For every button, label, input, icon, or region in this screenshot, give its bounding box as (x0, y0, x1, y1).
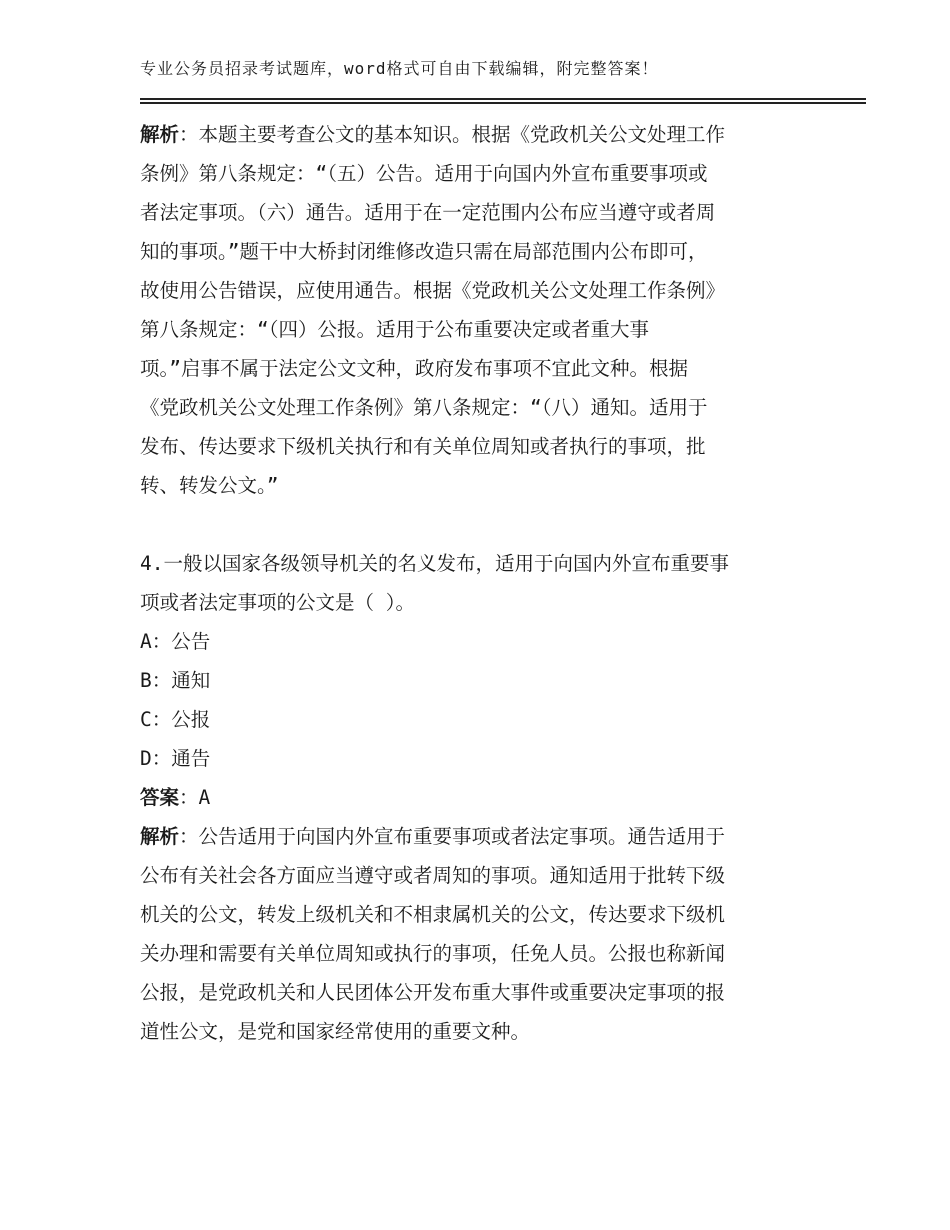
option-a: A：公告 (140, 630, 211, 653)
analysis-line: 发布、传达要求下级机关执行和有关单位周知或者执行的事项，批 (140, 435, 706, 458)
analysis-line: 机关的公文，转发上级机关和不相隶属机关的公文，传达要求下级机 (140, 903, 726, 926)
analysis-line: 条例》第八条规定：“（五）公告。适用于向国内外宣布重要事项或 (140, 162, 708, 185)
analysis-line: 解析：本题主要考查公文的基本知识。根据《党政机关公文处理工作 (140, 123, 726, 146)
analysis-line: 项。”启事不属于法定公文文种，政府发布事项不宜此文种。根据 (140, 357, 688, 380)
analysis-label: 解析 (140, 123, 180, 146)
answer-label: 答案 (140, 786, 180, 809)
analysis-line: 关办理和需要有关单位周知或执行的事项，任免人员。公报也称新闻 (140, 942, 726, 965)
header-text: 专业公务员招录考试题库，word格式可自由下载编辑，附完整答案！ (140, 59, 659, 78)
document-body (140, 115, 820, 1051)
question-block (140, 544, 820, 1051)
question-stem-line: 4.一般以国家各级领导机关的名义发布，适用于向国内外宣布重要事 (140, 552, 729, 575)
analysis-line: 第八条规定：“（四）公报。适用于公布重要决定或者重大事 (140, 318, 649, 341)
analysis-line: 转、转发公文。” (140, 474, 279, 497)
analysis-line: 《党政机关公文处理工作条例》第八条规定：“（八）通知。适用于 (140, 396, 708, 419)
option-b: B：通知 (140, 669, 211, 692)
analysis-line: 者法定事项。（六）通告。适用于在一定范围内公布应当遵守或者周 (140, 201, 716, 224)
analysis-line: 公布有关社会各方面应当遵守或者周知的事项。通知适用于批转下级 (140, 864, 726, 887)
analysis-line: 知的事项。”题干中大桥封闭维修改造只需在局部范围内公布即可， (140, 240, 708, 263)
answer-value: ：A (179, 786, 211, 809)
analysis-line: 解析：公告适用于向国内外宣布重要事项或者法定事项。通告适用于 (140, 825, 726, 848)
option-d: D：通告 (140, 747, 211, 770)
analysis-line: 道性公文，是党和国家经常使用的重要文种。 (140, 1020, 531, 1043)
spacer (140, 505, 820, 544)
option-c: C：公报 (140, 708, 211, 731)
answer-line (140, 778, 820, 817)
question-stem-line: 项或者法定事项的公文是（ ）。 (140, 591, 415, 614)
analysis-line: 故使用公告错误，应使用通告。根据《党政机关公文处理工作条例》 (140, 279, 726, 302)
header-rule-bottom (140, 102, 866, 104)
prev-analysis (140, 115, 820, 505)
analysis-line: 公报，是党政机关和人民团体公开发布重大事件或重要决定事项的报 (140, 981, 726, 1004)
header-rule-top (140, 98, 866, 100)
analysis-label: 解析 (140, 825, 180, 848)
